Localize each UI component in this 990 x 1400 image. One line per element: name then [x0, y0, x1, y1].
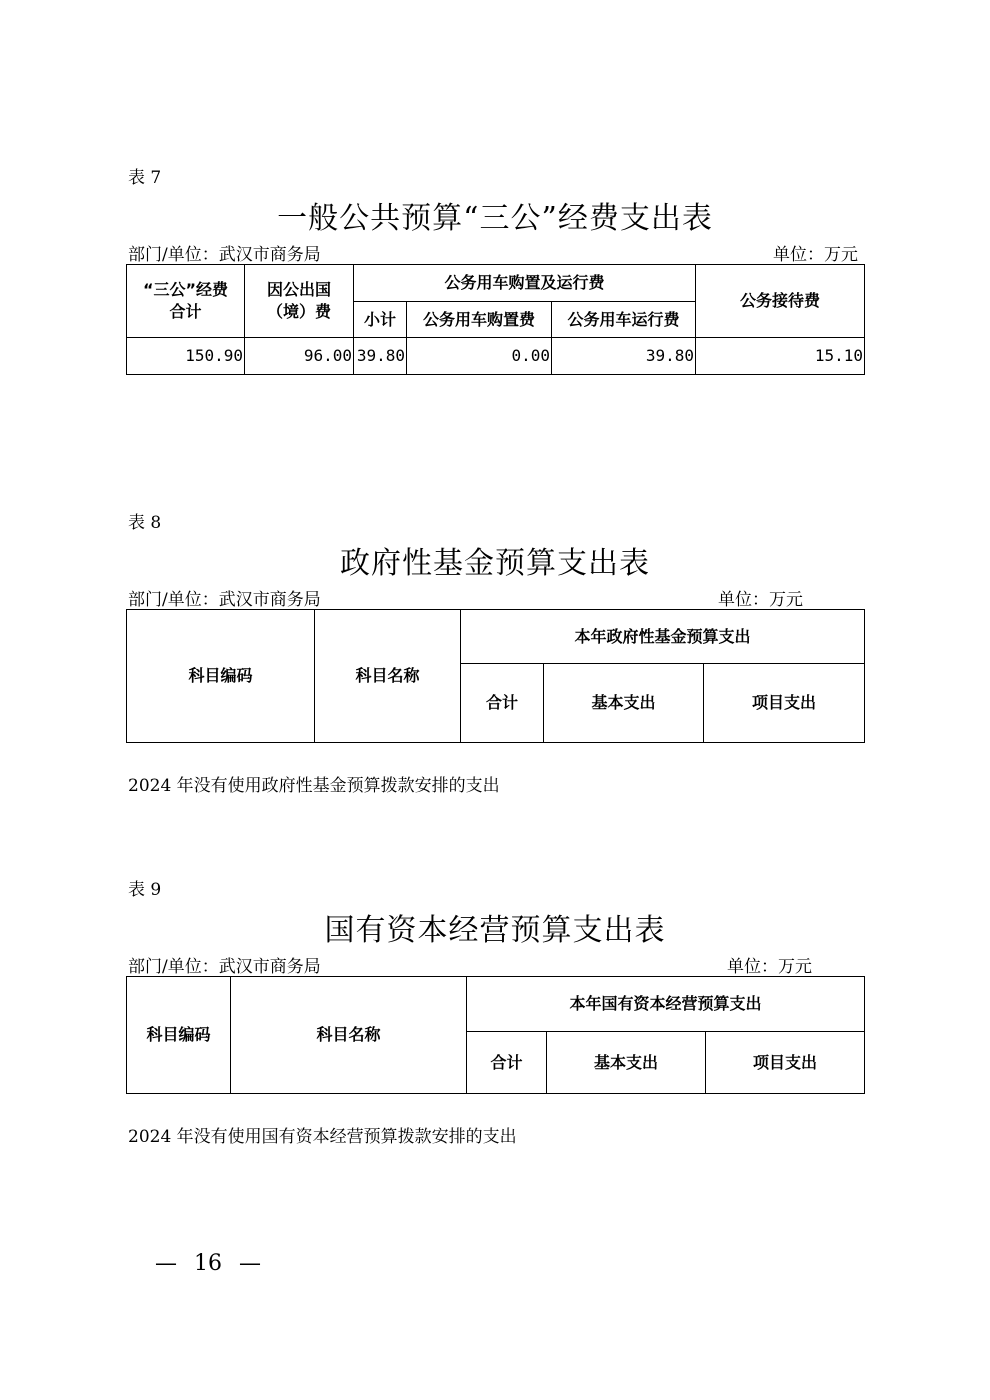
header-total-line1: “三公”经费 — [142, 280, 229, 299]
cell-subtotal: 39.80 — [354, 338, 407, 375]
footer-dash-right: — — [239, 1251, 261, 1276]
table9-unit: 单位：万元 — [727, 957, 812, 977]
header-total — [127, 265, 245, 338]
header-basic: 基本支出 — [547, 1032, 706, 1094]
table7-unit: 单位：万元 — [773, 245, 858, 265]
table7-dept: 部门/单位：武汉市商务局 — [128, 245, 321, 265]
table9-title: 国有资本经营预算支出表 — [324, 913, 666, 948]
header-reception: 公务接待费 — [696, 265, 865, 338]
header-group: 本年国有资本经营预算支出 — [467, 977, 865, 1032]
cell-purchase: 0.00 — [407, 338, 552, 375]
cell-abroad: 96.00 — [245, 338, 354, 375]
header-operation: 公务用车运行费 — [552, 302, 696, 338]
header-total: 合计 — [461, 664, 544, 743]
header-name: 科目名称 — [231, 977, 467, 1094]
table8 — [126, 609, 865, 743]
table8-note: 2024 年没有使用政府性基金预算拨款安排的支出 — [128, 776, 500, 796]
cell-operation: 39.80 — [552, 338, 696, 375]
header-abroad — [245, 265, 354, 338]
table7-title: 一般公共预算“三公”经费支出表 — [277, 201, 713, 236]
table9-dept: 部门/单位：武汉市商务局 — [128, 957, 321, 977]
header-vehicle-group: 公务用车购置及运行费 — [354, 265, 696, 302]
header-total-line2: 合计 — [169, 302, 202, 321]
footer-dash-left: — — [155, 1251, 177, 1276]
header-abroad-line2: （境）费 — [266, 302, 331, 321]
table8-unit: 单位：万元 — [718, 590, 803, 610]
table8-label: 表 8 — [128, 513, 162, 533]
table7 — [126, 264, 865, 375]
table7-label: 表 7 — [128, 168, 162, 188]
table9-note: 2024 年没有使用国有资本经营预算拨款安排的支出 — [128, 1127, 517, 1147]
table9 — [126, 976, 865, 1094]
header-project: 项目支出 — [706, 1032, 865, 1094]
cell-reception: 15.10 — [696, 338, 865, 375]
header-total: 合计 — [467, 1032, 547, 1094]
table8-title: 政府性基金预算支出表 — [340, 546, 650, 581]
header-project: 项目支出 — [704, 664, 865, 743]
header-code: 科目编码 — [127, 610, 315, 743]
header-name: 科目名称 — [315, 610, 461, 743]
header-basic: 基本支出 — [544, 664, 704, 743]
header-abroad-line1: 因公出国 — [266, 280, 331, 299]
table8-dept: 部门/单位：武汉市商务局 — [128, 590, 321, 610]
header-code: 科目编码 — [127, 977, 231, 1094]
header-purchase: 公务用车购置费 — [407, 302, 552, 338]
table9-label: 表 9 — [128, 880, 162, 900]
footer — [155, 1251, 261, 1276]
table-row — [127, 338, 865, 375]
page-number: 16 — [194, 1251, 222, 1276]
header-subtotal: 小计 — [354, 302, 407, 338]
cell-total: 150.90 — [127, 338, 245, 375]
header-group: 本年政府性基金预算支出 — [461, 610, 865, 664]
